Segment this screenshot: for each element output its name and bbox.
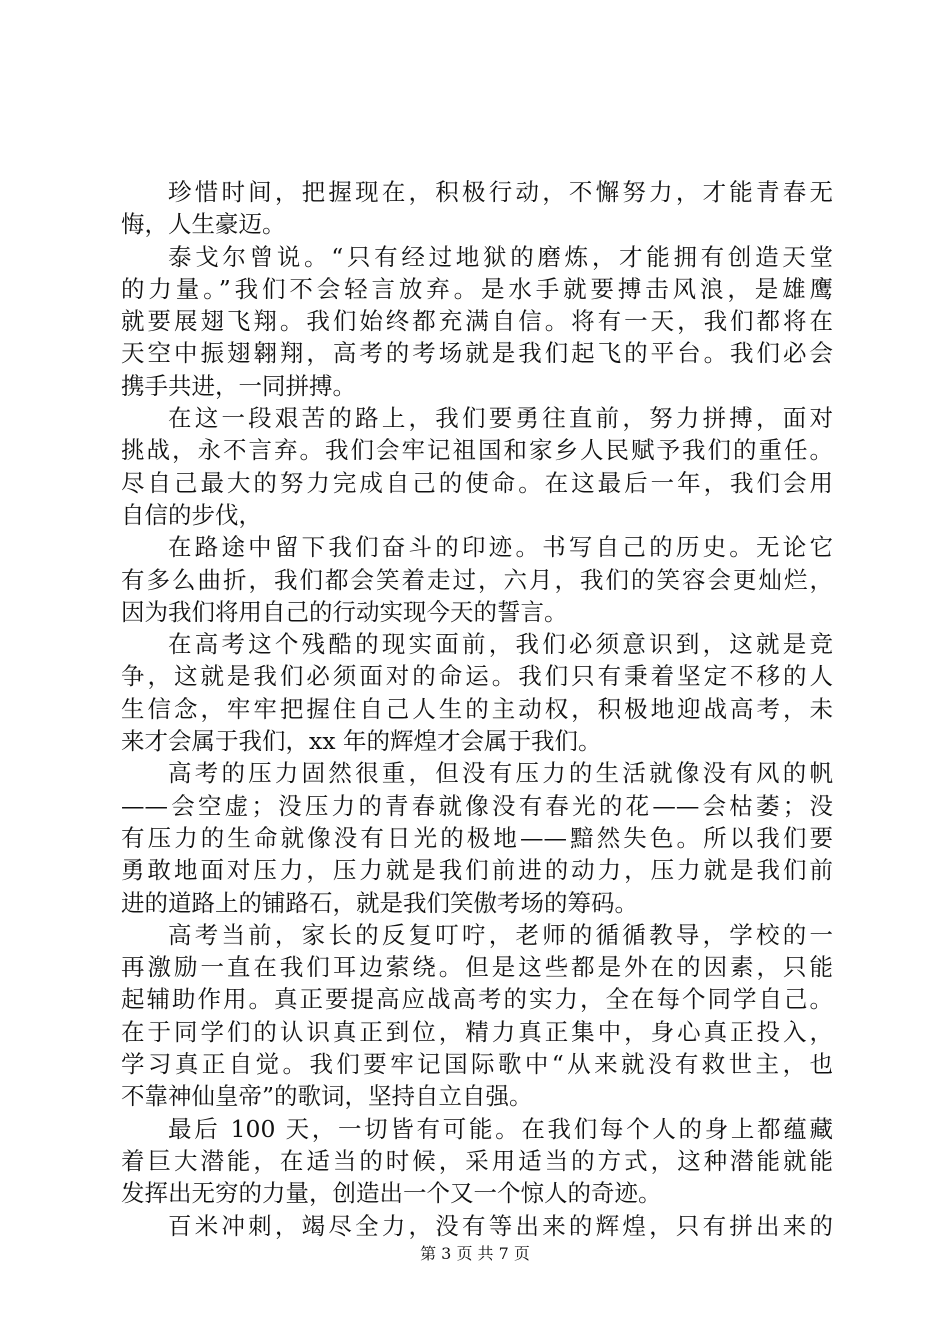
- text-line: 不靠神仙皇帝”的歌词，坚持自立自强。: [121, 1082, 533, 1111]
- text-line: 生信念，牢牢把握住自己人生的主动权，积极地迎战高考，未: [121, 694, 833, 723]
- document-body: [121, 176, 833, 1242]
- text-line: 尽自己最大的努力完成自己的使命。在这最后一年，我们会用: [121, 468, 833, 497]
- text-line: 发挥出无穷的力量，创造出一个又一个惊人的奇迹。: [121, 1179, 662, 1208]
- text-line: 挑战，永不言弃。我们会牢记祖国和家乡人民赋予我们的重任。: [121, 436, 833, 465]
- text-line: 在这一段艰苦的路上，我们要勇往直前，努力拼搏，面对: [168, 404, 833, 433]
- text-line: ——会空虚；没压力的青春就像没有春光的花——会枯萎；没: [121, 791, 833, 820]
- text-line: 来才会属于我们，xx 年的辉煌才会属于我们。: [121, 727, 602, 756]
- text-line: 最后 100 天，一切皆有可能。在我们每个人的身上都蕴藏: [168, 1114, 833, 1143]
- text-line: 百米冲刺，竭尽全力，没有等出来的辉煌，只有拼出来的: [168, 1211, 833, 1240]
- text-line: 有多么曲折，我们都会笑着走过，六月，我们的笑容会更灿烂，: [121, 565, 833, 594]
- text-line: 有压力的生命就像没有日光的极地——黯然失色。所以我们要: [121, 823, 833, 852]
- text-line: 自信的步伐，: [121, 500, 262, 529]
- text-line: 着巨大潜能，在适当的时候，采用适当的方式，这种潜能就能: [121, 1146, 833, 1175]
- text-line: 勇敢地面对压力，压力就是我们前进的动力，压力就是我们前: [121, 856, 833, 885]
- text-line: 在于同学们的认识真正到位，精力真正集中，身心真正投入，: [121, 1017, 833, 1046]
- text-line: 再激励一直在我们耳边萦绕。但是这些都是外在的因素，只能: [121, 953, 833, 982]
- text-line: 的力量。”我们不会轻言放弃。是水手就要搏击风浪，是雄鹰: [121, 274, 833, 303]
- text-line: 在路途中留下我们奋斗的印迹。书写自己的历史。无论它: [168, 533, 833, 562]
- text-line: 学习真正自觉。我们要牢记国际歌中“从来就没有救世主，也: [121, 1050, 833, 1079]
- text-line: 高考当前，家长的反复叮咛，老师的循循教导，学校的一: [168, 920, 833, 949]
- text-line: 因为我们将用自己的行动实现今天的誓言。: [121, 597, 568, 626]
- text-line: 珍惜时间，把握现在，积极行动，不懈努力，才能青春无: [168, 178, 833, 206]
- text-line: 天空中振翅翱翔，高考的考场就是我们起飞的平台。我们必会: [121, 339, 833, 368]
- text-line: 起辅助作用。真正要提高应战高考的实力，全在每个同学自己。: [121, 985, 833, 1014]
- text-line: 进的道路上的铺路石，就是我们笑傲考场的筹码。: [121, 888, 638, 917]
- text-line: 就要展翅飞翔。我们始终都充满自信。将有一天，我们都将在: [121, 307, 833, 336]
- text-line: 携手共进，一同拼搏。: [121, 371, 356, 400]
- text-line: 高考的压力固然很重，但没有压力的生活就像没有风的帆: [168, 759, 833, 788]
- text-line: 泰戈尔曾说。“只有经过地狱的磨炼，才能拥有创造天堂: [168, 242, 833, 271]
- text-line: 在高考这个残酷的现实面前，我们必须意识到，这就是竞: [168, 630, 833, 659]
- text-line: 争，这就是我们必须面对的命运。我们只有秉着坚定不移的人: [121, 662, 833, 691]
- text-line: 悔，人生豪迈。: [121, 210, 286, 239]
- page-footer: 第 3 页 共 7 页: [420, 1244, 530, 1263]
